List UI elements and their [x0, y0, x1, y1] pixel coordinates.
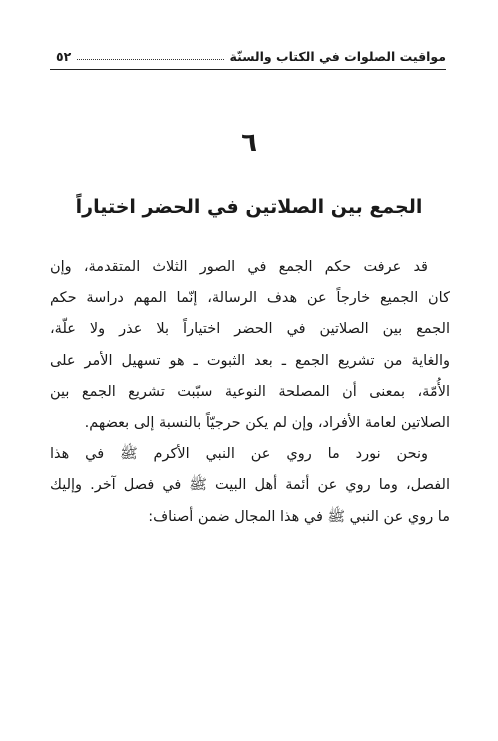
- text-line: الصلاتين لعامة الأفراد، وإن لم يكن حرجيّاً بالنسبة إلى بعضهم.: [84, 414, 450, 431]
- header-dot-leader: [77, 59, 223, 60]
- page-number: ٥٢: [56, 48, 72, 64]
- header-rule: [50, 69, 446, 70]
- book-title: مواقيت الصلوات في الكتاب والسنّة: [229, 48, 446, 64]
- chapter-title: الجمع بين الصلاتين في الحضر اختياراً: [75, 196, 423, 218]
- text-line: والغاية من تشريع الجمع ـ بعد الثبوت ـ هو تسهيل الأمر على: [50, 352, 450, 369]
- paragraph: [50, 439, 450, 533]
- body-text: [50, 252, 450, 533]
- text-line: قد عرفت حكم الجمع في الصور الثلاث المتقدمة، وإن: [50, 259, 428, 275]
- text-line: الفصل، وما روي عن أئمة أهل البيت ﷺ في فصل آخر. وإليك: [50, 477, 450, 494]
- text-line: الأُمّة، بمعنى أن المصلحة النوعية سبّبت تشريع الجمع بين: [50, 383, 450, 400]
- text-line: كان الجميع خارجاً عن هدف الرسالة، إنّما المهم دراسة حكم: [50, 290, 450, 307]
- running-header: [50, 44, 446, 68]
- text-line: الجمع بين الصلاتين في الحضر اختياراً بلا عذر ولا علّة،: [50, 321, 450, 338]
- paragraph: [50, 252, 450, 439]
- chapter-number: ٦: [241, 128, 257, 158]
- text-line: ونحن نورد ما روي عن النبي الأكرم ﷺ في هذا: [50, 446, 428, 463]
- text-line: ما روي عن النبي ﷺ في هذا المجال ضمن أصناف:: [148, 508, 450, 525]
